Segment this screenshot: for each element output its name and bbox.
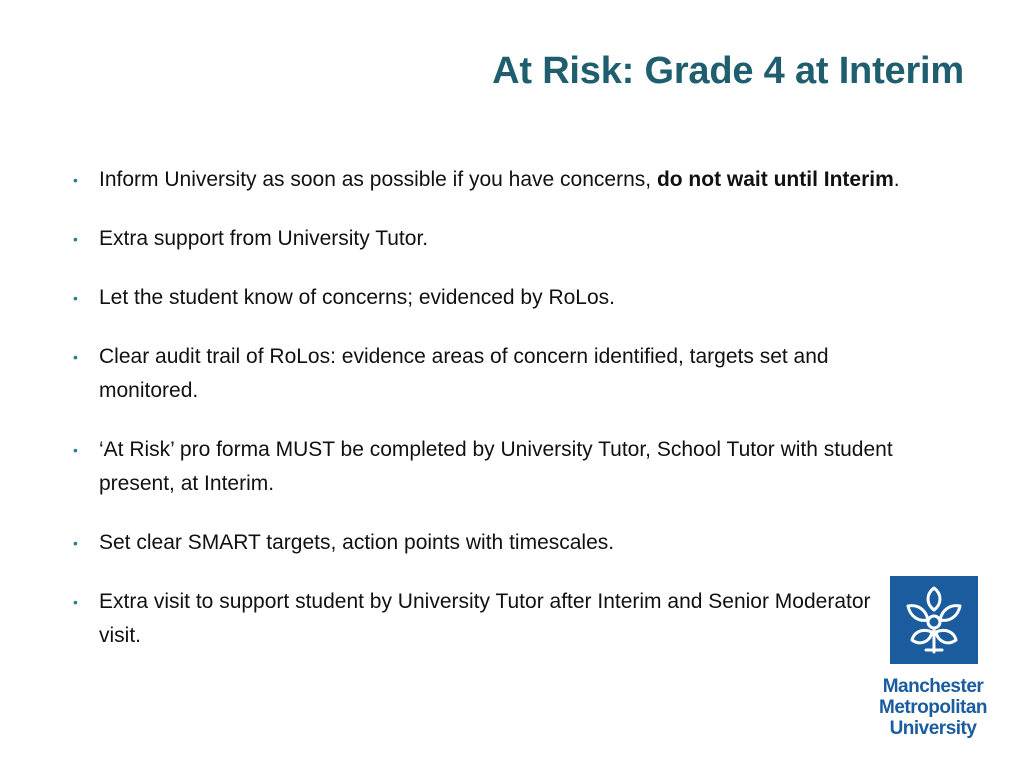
university-logo <box>865 576 1001 746</box>
logo-line-3: University <box>889 718 977 739</box>
bullet-text: ‘At Risk’ pro forma MUST be completed by University Tutor, School Tutor with student present, at Interim. <box>99 438 893 495</box>
logo-line-1: Manchester <box>882 676 984 697</box>
bullet-item <box>71 222 916 256</box>
bullet-item <box>71 340 916 408</box>
bullet-tail: . <box>893 168 900 191</box>
bullet-marker: • <box>73 535 78 551</box>
bullet-text: Inform University as soon as possible if you have concerns, <box>99 168 657 191</box>
bullet-text: Clear audit trail of RoLos: evidence areas of concern identified, targets set and monitored. <box>99 345 829 402</box>
manchester-met-crest-icon <box>890 576 978 664</box>
bullet-text: Set clear SMART targets, action points with timescales. <box>99 531 615 554</box>
bullet-marker: • <box>73 290 78 306</box>
bullet-bold-text: do not wait until Interim <box>656 168 894 191</box>
bullet-item <box>71 526 916 560</box>
bullet-marker: • <box>73 442 78 458</box>
slide-title: At Risk: Grade 4 at Interim <box>492 50 964 92</box>
bullet-text: Let the student know of concerns; evidenced by RoLos. <box>99 286 615 309</box>
bullet-list <box>71 163 916 678</box>
bullet-item <box>71 585 916 653</box>
bullet-item <box>71 281 916 315</box>
bullet-item <box>71 163 916 197</box>
bullet-marker: • <box>73 231 78 247</box>
bullet-text: Extra visit to support student by University Tutor after Interim and Senior Moderator visit. <box>99 590 871 647</box>
logo-line-2: Metropolitan <box>879 697 987 718</box>
bullet-text: Extra support from University Tutor. <box>99 227 429 250</box>
bullet-marker: • <box>73 349 78 365</box>
university-name <box>865 676 1001 739</box>
bullet-marker: • <box>73 172 78 188</box>
bullet-item <box>71 433 916 501</box>
bullet-marker: • <box>73 594 78 610</box>
